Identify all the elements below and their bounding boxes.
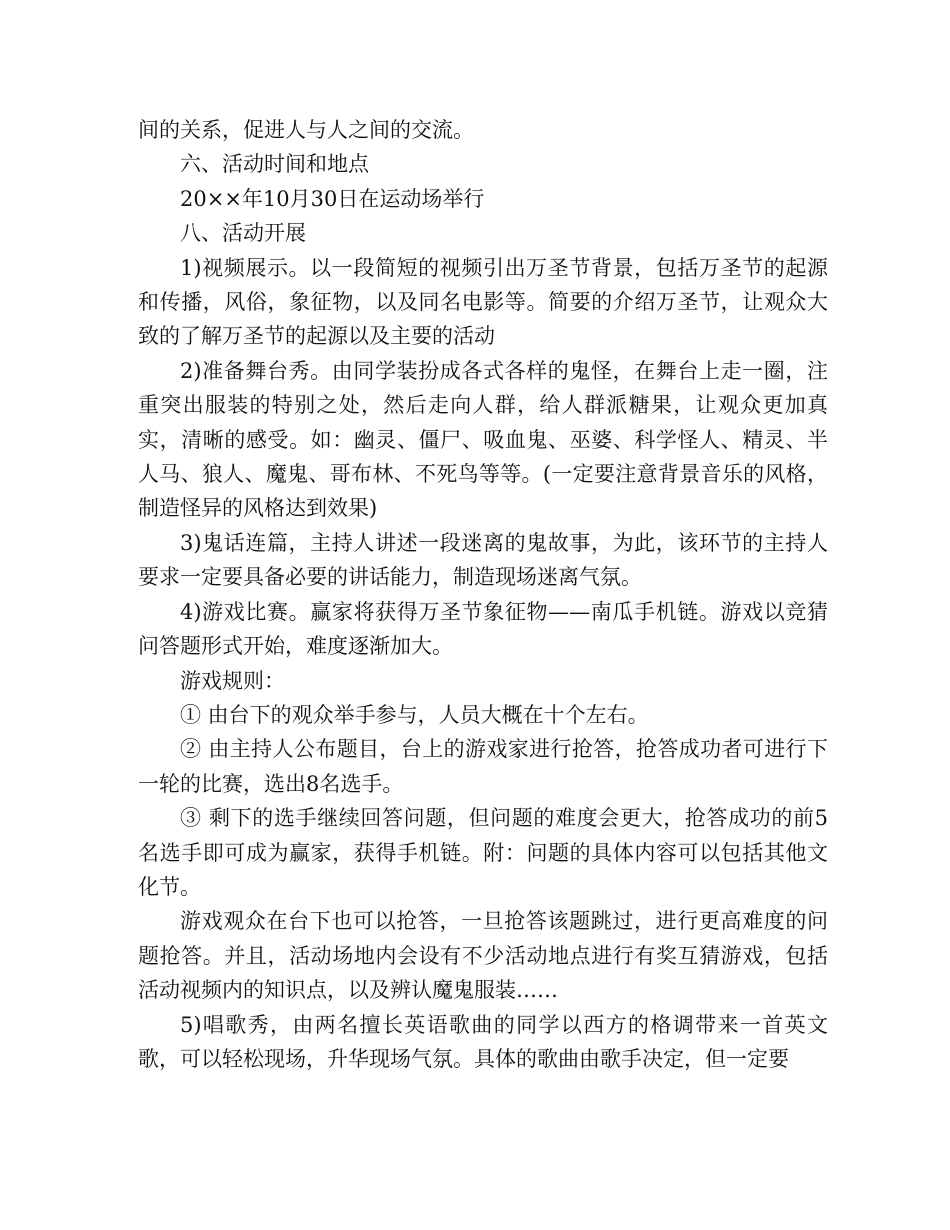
document-body bbox=[138, 113, 828, 1076]
rule-item-1: ① 由台下的观众举手参与，人员大概在十个左右。 bbox=[180, 702, 649, 727]
paragraph-date-location: 20××年10月30日在运动场举行 bbox=[180, 186, 485, 211]
paragraph-relationship-end: 间的关系，促进人与人之间的交流。 bbox=[138, 118, 474, 142]
heading-activity-time-place: 六、活动时间和地点 bbox=[180, 152, 369, 177]
heading-game-rules: 游戏规则： bbox=[180, 668, 285, 693]
rule-item-3: ③ 剩下的选手继续回答问题，但问题的难度会更大，抢答成功的前5名选手即可成为赢家，获得手机链。附：问题的具体内容可以包括其他文化节。 bbox=[138, 806, 828, 899]
paragraph-ghost-stories: 3)鬼话连篇，主持人讲述一段迷离的鬼故事，为此，该环节的主持人要求一定要具备必要的讲话能力，制造现场迷离气氛。 bbox=[138, 530, 828, 590]
paragraph-singing-show: 5)唱歌秀，由两名擅长英语歌曲的同学以西方的格调带来一首英文歌，可以轻松现场，升华现场气氛。具体的歌曲由歌手决定，但一定要 bbox=[138, 1012, 828, 1071]
paragraph-stage-show: 2)准备舞台秀。由同学装扮成各式各样的鬼怪，在舞台上走一圈，注重突出服装的特别之处，然后走向人群，给人群派糖果，让观众更加真实，清晰的感受。如：幽灵、僵尸、吸血鬼、巫婆、科学怪人、精灵、半人马、狼人、魔鬼、哥布林、不死鸟等等。(一定要注意背景音乐的风格，制造怪异的风格达到效果) bbox=[138, 358, 828, 521]
paragraph-audience-answer: 游戏观众在台下也可以抢答，一旦抢答该题跳过，进行更高难度的问题抢答。并且，活动场地内会设有不少活动地点进行有奖互猜游戏，包括活动视频内的知识点，以及辨认魔鬼服装…… bbox=[138, 909, 828, 1003]
heading-activity-development: 八、活动开展 bbox=[180, 221, 306, 246]
paragraph-game-competition: 4)游戏比赛。赢家将获得万圣节象征物——南瓜手机链。游戏以竞猜问答题形式开始，难度逐渐加大。 bbox=[138, 599, 828, 659]
rule-item-2: ② 由主持人公布题目，台上的游戏家进行抢答，抢答成功者可进行下一轮的比赛，选出8名选手。 bbox=[138, 737, 828, 796]
paragraph-video-display: 1)视频展示。以一段简短的视频引出万圣节背景，包括万圣节的起源和传播，风俗，象征物，以及同名电影等。简要的介绍万圣节，让观众大致的了解万圣节的起源以及主要的活动 bbox=[138, 255, 828, 349]
